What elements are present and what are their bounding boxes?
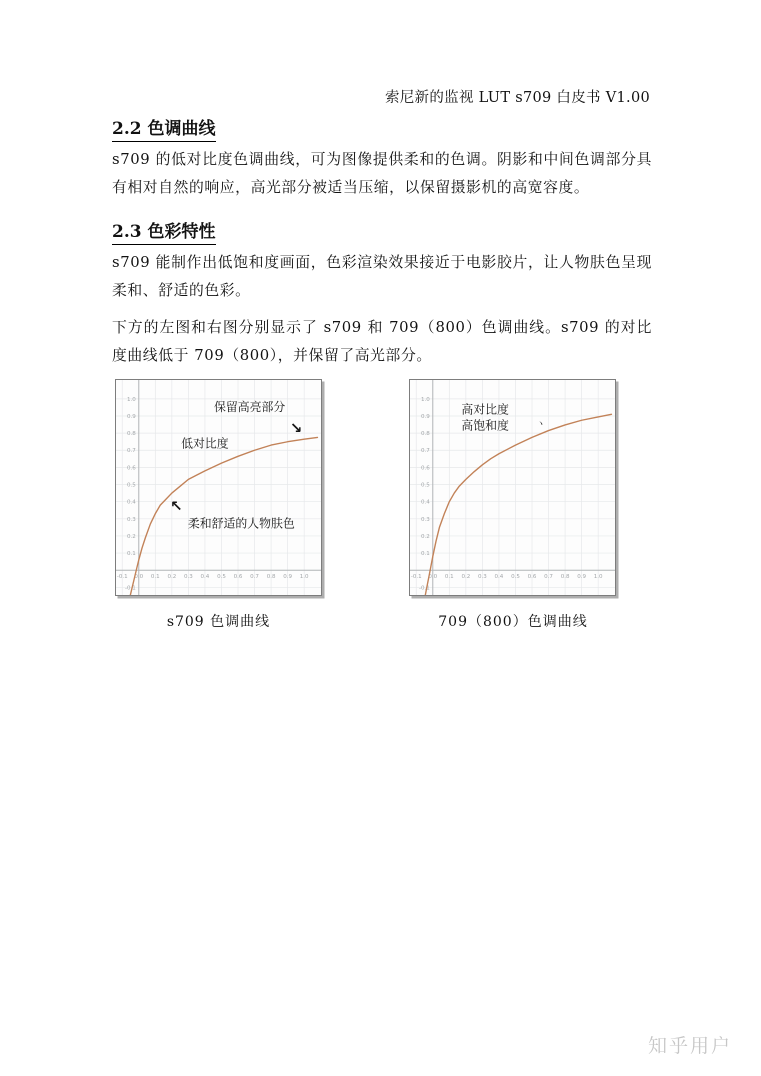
document-header-title: 索尼新的监视 LUT s709 白皮书 V1.00 bbox=[384, 90, 650, 106]
svg-text:0.6: 0.6 bbox=[233, 574, 243, 581]
svg-text:高饱和度: 高饱和度 bbox=[461, 418, 509, 433]
svg-text:0.8: 0.8 bbox=[560, 574, 570, 581]
svg-text:0.7: 0.7 bbox=[421, 448, 430, 455]
section-heading-2-3 bbox=[112, 217, 216, 245]
svg-text:-0.1: -0.1 bbox=[419, 585, 430, 592]
svg-text:0.4: 0.4 bbox=[421, 499, 430, 506]
section-heading-2-3-text: 2.3 色彩特性 bbox=[112, 217, 216, 245]
svg-text:0.5: 0.5 bbox=[127, 482, 136, 489]
caption-chart-s709: s709 色调曲线 bbox=[166, 614, 271, 630]
svg-text:0.6: 0.6 bbox=[421, 465, 430, 472]
svg-text:0.6: 0.6 bbox=[127, 465, 136, 472]
svg-text:0.1: 0.1 bbox=[421, 551, 430, 558]
svg-text:1.0: 1.0 bbox=[299, 574, 309, 581]
chart-s709-tone-curve bbox=[115, 379, 322, 596]
svg-text:0.9: 0.9 bbox=[421, 413, 430, 420]
svg-text:0.1: 0.1 bbox=[127, 551, 136, 558]
svg-text:0.2: 0.2 bbox=[461, 574, 471, 581]
svg-text:0.4: 0.4 bbox=[200, 574, 210, 581]
svg-text:0.6: 0.6 bbox=[527, 574, 537, 581]
svg-text:-0.1: -0.1 bbox=[125, 585, 136, 592]
svg-text:↖: ↖ bbox=[170, 497, 183, 516]
section-heading-2-2-text: 2.2 色调曲线 bbox=[112, 114, 216, 142]
svg-text:0.5: 0.5 bbox=[511, 574, 520, 581]
svg-text:0.3: 0.3 bbox=[127, 516, 136, 523]
svg-text:-0.1: -0.1 bbox=[116, 574, 128, 581]
svg-text:0.1: 0.1 bbox=[444, 574, 454, 581]
svg-text:0.8: 0.8 bbox=[421, 431, 430, 438]
svg-text:0.5: 0.5 bbox=[421, 482, 430, 489]
svg-text:↘: ↘ bbox=[290, 419, 303, 438]
svg-text:1.0: 1.0 bbox=[127, 396, 136, 403]
svg-text:0.9: 0.9 bbox=[283, 574, 293, 581]
svg-text:0.2: 0.2 bbox=[421, 533, 430, 540]
zhihu-user-watermark: 知乎用户 bbox=[648, 1035, 733, 1057]
svg-text:0.9: 0.9 bbox=[577, 574, 587, 581]
svg-text:0.2: 0.2 bbox=[167, 574, 177, 581]
svg-text:0.7: 0.7 bbox=[250, 574, 259, 581]
paragraph-color-character: s709 能制作出低饱和度画面，色彩渲染效果接近于电影胶片，让人物肤色呈现柔和、舒适的色彩。 bbox=[112, 254, 652, 299]
svg-text:1.0: 1.0 bbox=[421, 396, 430, 403]
svg-text:保留高亮部分: 保留高亮部分 bbox=[213, 399, 286, 414]
svg-text:0.7: 0.7 bbox=[127, 448, 136, 455]
svg-text:高对比度: 高对比度 bbox=[461, 402, 509, 417]
svg-text:1.0: 1.0 bbox=[593, 574, 603, 581]
svg-text:0.9: 0.9 bbox=[127, 413, 136, 420]
svg-text:低对比度: 低对比度 bbox=[181, 436, 229, 451]
svg-text:0.4: 0.4 bbox=[127, 499, 136, 506]
svg-text:0.3: 0.3 bbox=[183, 574, 193, 581]
caption-chart-709-800: 709（800）色调曲线 bbox=[438, 614, 588, 630]
svg-text:0.3: 0.3 bbox=[477, 574, 487, 581]
svg-text:0.0: 0.0 bbox=[134, 574, 144, 581]
svg-text:0.2: 0.2 bbox=[127, 533, 136, 540]
svg-text:0.5: 0.5 bbox=[217, 574, 226, 581]
svg-text:0.7: 0.7 bbox=[544, 574, 553, 581]
section-heading-2-2 bbox=[112, 114, 216, 142]
svg-text:0.0: 0.0 bbox=[428, 574, 438, 581]
svg-text:柔和舒适的人物肤色: 柔和舒适的人物肤色 bbox=[187, 516, 295, 531]
svg-text:0.4: 0.4 bbox=[494, 574, 504, 581]
svg-text:0.8: 0.8 bbox=[127, 431, 136, 438]
paragraph-figure-intro: 下方的左图和右图分别显示了 s709 和 709（800）色调曲线。s709 的对比度曲线低于 709（800），并保留了高光部分。 bbox=[112, 319, 652, 364]
paragraph-tone-curve: s709 的低对比度色调曲线，可为图像提供柔和的色调。阴影和中间色调部分具有相对自然的响应，高光部分被适当压缩，以保留摄影机的高宽容度。 bbox=[112, 151, 652, 196]
svg-text:0.3: 0.3 bbox=[421, 516, 430, 523]
svg-text:-0.1: -0.1 bbox=[410, 574, 422, 581]
chart-709-800-svg bbox=[410, 380, 615, 595]
svg-text:0.1: 0.1 bbox=[150, 574, 160, 581]
chart-s709-svg bbox=[116, 380, 321, 595]
svg-text:ヽ: ヽ bbox=[536, 419, 546, 430]
chart-709-800-tone-curve bbox=[409, 379, 616, 596]
svg-text:0.8: 0.8 bbox=[266, 574, 276, 581]
